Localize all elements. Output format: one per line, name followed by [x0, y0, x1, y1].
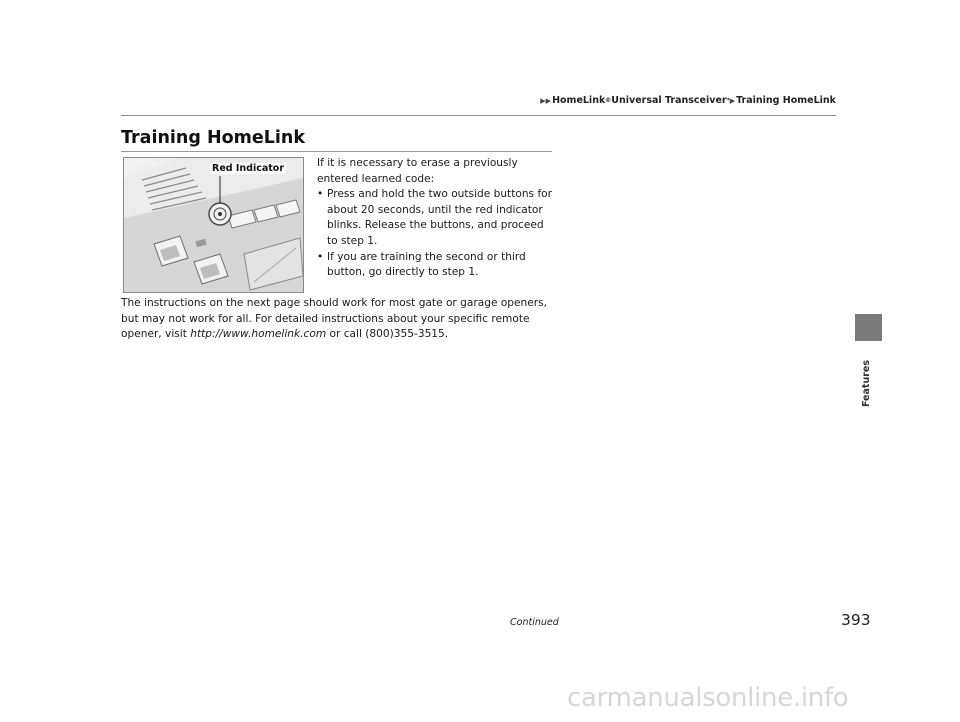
arrow-icon: ▶	[729, 96, 736, 105]
breadcrumb-item-training[interactable]: Training HomeLink	[736, 95, 836, 106]
breadcrumb-item-suffix: Universal Transceiver	[611, 95, 727, 106]
breadcrumb	[540, 95, 836, 106]
body-paragraph	[121, 296, 561, 343]
erase-instructions	[317, 156, 557, 281]
registered-mark: ®	[605, 97, 612, 104]
bullet-list	[317, 187, 557, 281]
breadcrumb-item-homelink[interactable]: HomeLink	[552, 95, 606, 106]
page-number: 393	[841, 611, 871, 629]
bullet-item: • Press and hold the two outside buttons for about 20 seconds, until the red indicator blinks. Release the buttons, and proceed to step 1.	[317, 187, 557, 249]
header-divider	[121, 115, 836, 116]
body-text-before: The instructions on the next page should work for most gate or garage openers, but may not work for all. For detailed instructions about your specific remote opener, visit	[121, 297, 548, 341]
section-tab-label	[861, 360, 875, 430]
body-text-after: or call (800)355-3515.	[326, 328, 449, 341]
double-arrow-icon: ▶▶	[540, 96, 552, 105]
asterisk-mark: *	[726, 97, 730, 104]
title-divider	[121, 151, 552, 152]
page-title: Training HomeLink	[121, 128, 306, 148]
intro-text: If it is necessary to erase a previously entered learned code:	[317, 157, 518, 185]
section-tab-marker[interactable]	[855, 314, 882, 341]
continued-note: Continued	[510, 617, 559, 628]
homelink-url-link[interactable]: http://www.homelink.com	[190, 328, 327, 341]
red-indicator-callout: Red Indicator	[212, 163, 285, 174]
bullet-item: • If you are training the second or third button, go directly to step 1.	[317, 250, 557, 281]
features-label: Features	[861, 360, 872, 408]
homelink-illustration	[123, 157, 304, 293]
overhead-console-drawing	[124, 158, 303, 292]
watermark: carmanualsonline.info	[567, 683, 849, 713]
